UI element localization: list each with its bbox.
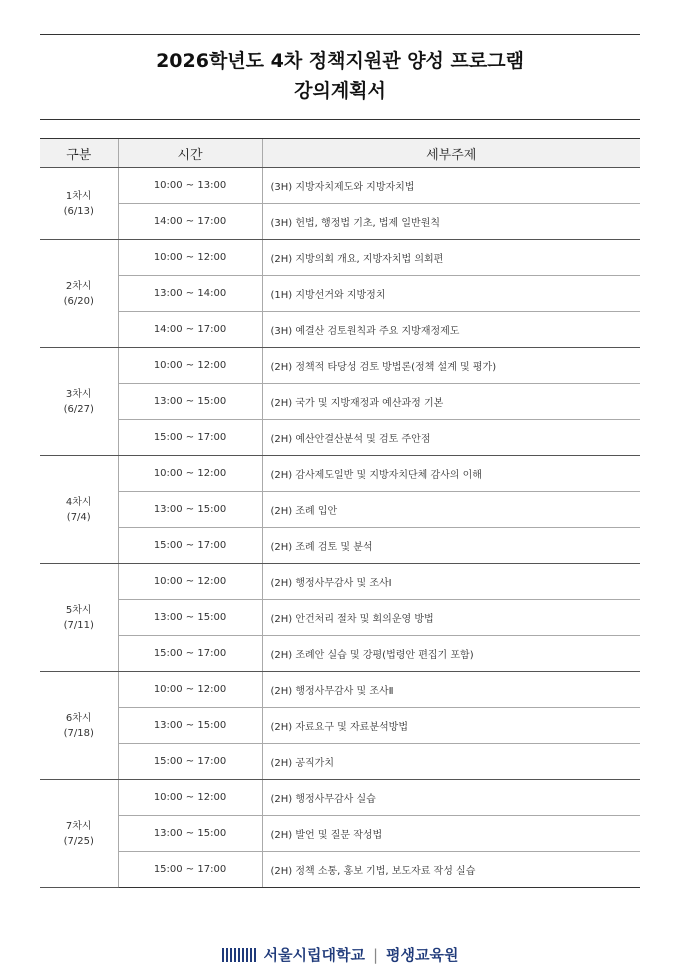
table-row <box>40 456 640 492</box>
document-subtitle: 강의계획서 <box>294 80 386 102</box>
session-date: (6/27) <box>63 403 94 415</box>
table-row <box>40 384 640 420</box>
header-session: 구분 <box>40 139 118 168</box>
topic-cell: (2H) 감사제도일반 및 지방자치단체 감사의 이해 <box>262 456 640 492</box>
time-cell: 15:00 ~ 17:00 <box>118 852 262 888</box>
footer <box>0 944 680 962</box>
session-cell <box>40 456 118 564</box>
time-cell: 10:00 ~ 12:00 <box>118 456 262 492</box>
time-cell: 14:00 ~ 17:00 <box>118 312 262 348</box>
time-cell: 10:00 ~ 13:00 <box>118 168 262 204</box>
session-label: 7차시 <box>65 820 92 832</box>
table-row <box>40 348 640 384</box>
session-date: (7/25) <box>63 835 94 847</box>
table-row <box>40 276 640 312</box>
header-topic: 세부주제 <box>262 139 640 168</box>
time-cell: 13:00 ~ 14:00 <box>118 276 262 312</box>
topic-cell: (1H) 지방선거와 지방정치 <box>262 276 640 312</box>
session-date: (7/18) <box>63 727 94 739</box>
session-label: 2차시 <box>65 280 92 292</box>
time-cell: 15:00 ~ 17:00 <box>118 636 262 672</box>
time-cell: 13:00 ~ 15:00 <box>118 600 262 636</box>
topic-cell: (3H) 예결산 검토원칙과 주요 지방재정제도 <box>262 312 640 348</box>
session-label: 3차시 <box>65 388 92 400</box>
session-label: 1차시 <box>65 190 92 202</box>
table-row <box>40 600 640 636</box>
topic-cell: (2H) 발언 및 질문 작성법 <box>262 816 640 852</box>
table-row <box>40 780 640 816</box>
table-row <box>40 852 640 888</box>
topic-cell: (3H) 헌법, 행정법 기초, 법제 일반원칙 <box>262 204 640 240</box>
session-date: (7/4) <box>66 511 91 523</box>
table-row <box>40 240 640 276</box>
time-cell: 15:00 ~ 17:00 <box>118 420 262 456</box>
topic-cell: (2H) 조례 입안 <box>262 492 640 528</box>
topic-cell: (2H) 행정사무감사 실습 <box>262 780 640 816</box>
topic-cell: (2H) 행정사무감사 및 조사Ⅰ <box>262 564 640 600</box>
table-header-row <box>40 139 640 168</box>
time-cell: 14:00 ~ 17:00 <box>118 204 262 240</box>
topic-cell: (2H) 조례안 실습 및 강평(법령안 편집기 포함) <box>262 636 640 672</box>
table-row <box>40 312 640 348</box>
table-row <box>40 492 640 528</box>
table-row <box>40 564 640 600</box>
document-title: 2026학년도 4차 정책지원관 양성 프로그램 <box>156 50 524 72</box>
topic-cell: (2H) 조례 검토 및 분석 <box>262 528 640 564</box>
topic-cell: (2H) 지방의회 개요, 지방자치법 의회편 <box>262 240 640 276</box>
header-time: 시간 <box>118 139 262 168</box>
session-cell <box>40 348 118 456</box>
time-cell: 13:00 ~ 15:00 <box>118 384 262 420</box>
university-logo-icon <box>222 948 256 962</box>
footer-separator: | <box>372 945 379 964</box>
topic-cell: (2H) 자료요구 및 자료분석방법 <box>262 708 640 744</box>
table-row <box>40 708 640 744</box>
table-row <box>40 528 640 564</box>
time-cell: 13:00 ~ 15:00 <box>118 708 262 744</box>
topic-cell: (3H) 지방자치제도와 지방자치법 <box>262 168 640 204</box>
time-cell: 10:00 ~ 12:00 <box>118 672 262 708</box>
time-cell: 13:00 ~ 15:00 <box>118 492 262 528</box>
topic-cell: (2H) 국가 및 지방재정과 예산과정 기본 <box>262 384 640 420</box>
topic-cell: (2H) 안건처리 절차 및 회의운영 방법 <box>262 600 640 636</box>
time-cell: 10:00 ~ 12:00 <box>118 564 262 600</box>
topic-cell: (2H) 공직가치 <box>262 744 640 780</box>
session-label: 6차시 <box>65 712 92 724</box>
session-cell <box>40 168 118 240</box>
session-cell <box>40 564 118 672</box>
time-cell: 10:00 ~ 12:00 <box>118 780 262 816</box>
time-cell: 10:00 ~ 12:00 <box>118 348 262 384</box>
session-label: 4차시 <box>65 496 92 508</box>
topic-cell: (2H) 예산안결산분석 및 검토 주안점 <box>262 420 640 456</box>
table-row <box>40 672 640 708</box>
table-row <box>40 744 640 780</box>
table-row <box>40 204 640 240</box>
session-date: (7/11) <box>63 619 94 631</box>
lecture-plan-table <box>40 138 640 888</box>
session-date: (6/20) <box>63 295 94 307</box>
session-cell <box>40 780 118 888</box>
footer-department: 평생교육원 <box>386 946 459 964</box>
time-cell: 15:00 ~ 17:00 <box>118 744 262 780</box>
session-cell <box>40 672 118 780</box>
time-cell: 10:00 ~ 12:00 <box>118 240 262 276</box>
table-row <box>40 636 640 672</box>
session-date: (6/13) <box>63 205 94 217</box>
table-row <box>40 420 640 456</box>
table-row <box>40 816 640 852</box>
session-label: 5차시 <box>65 604 92 616</box>
topic-cell: (2H) 정책적 타당성 검토 방법론(정책 설계 및 평가) <box>262 348 640 384</box>
topic-cell: (2H) 행정사무감사 및 조사Ⅱ <box>262 672 640 708</box>
topic-cell: (2H) 정책 소통, 홍보 기법, 보도자료 작성 실습 <box>262 852 640 888</box>
table-row <box>40 168 640 204</box>
session-cell <box>40 240 118 348</box>
document-title-box <box>40 34 640 120</box>
table-body <box>40 168 640 888</box>
time-cell: 13:00 ~ 15:00 <box>118 816 262 852</box>
footer-university: 서울시립대학교 <box>263 946 365 964</box>
time-cell: 15:00 ~ 17:00 <box>118 528 262 564</box>
